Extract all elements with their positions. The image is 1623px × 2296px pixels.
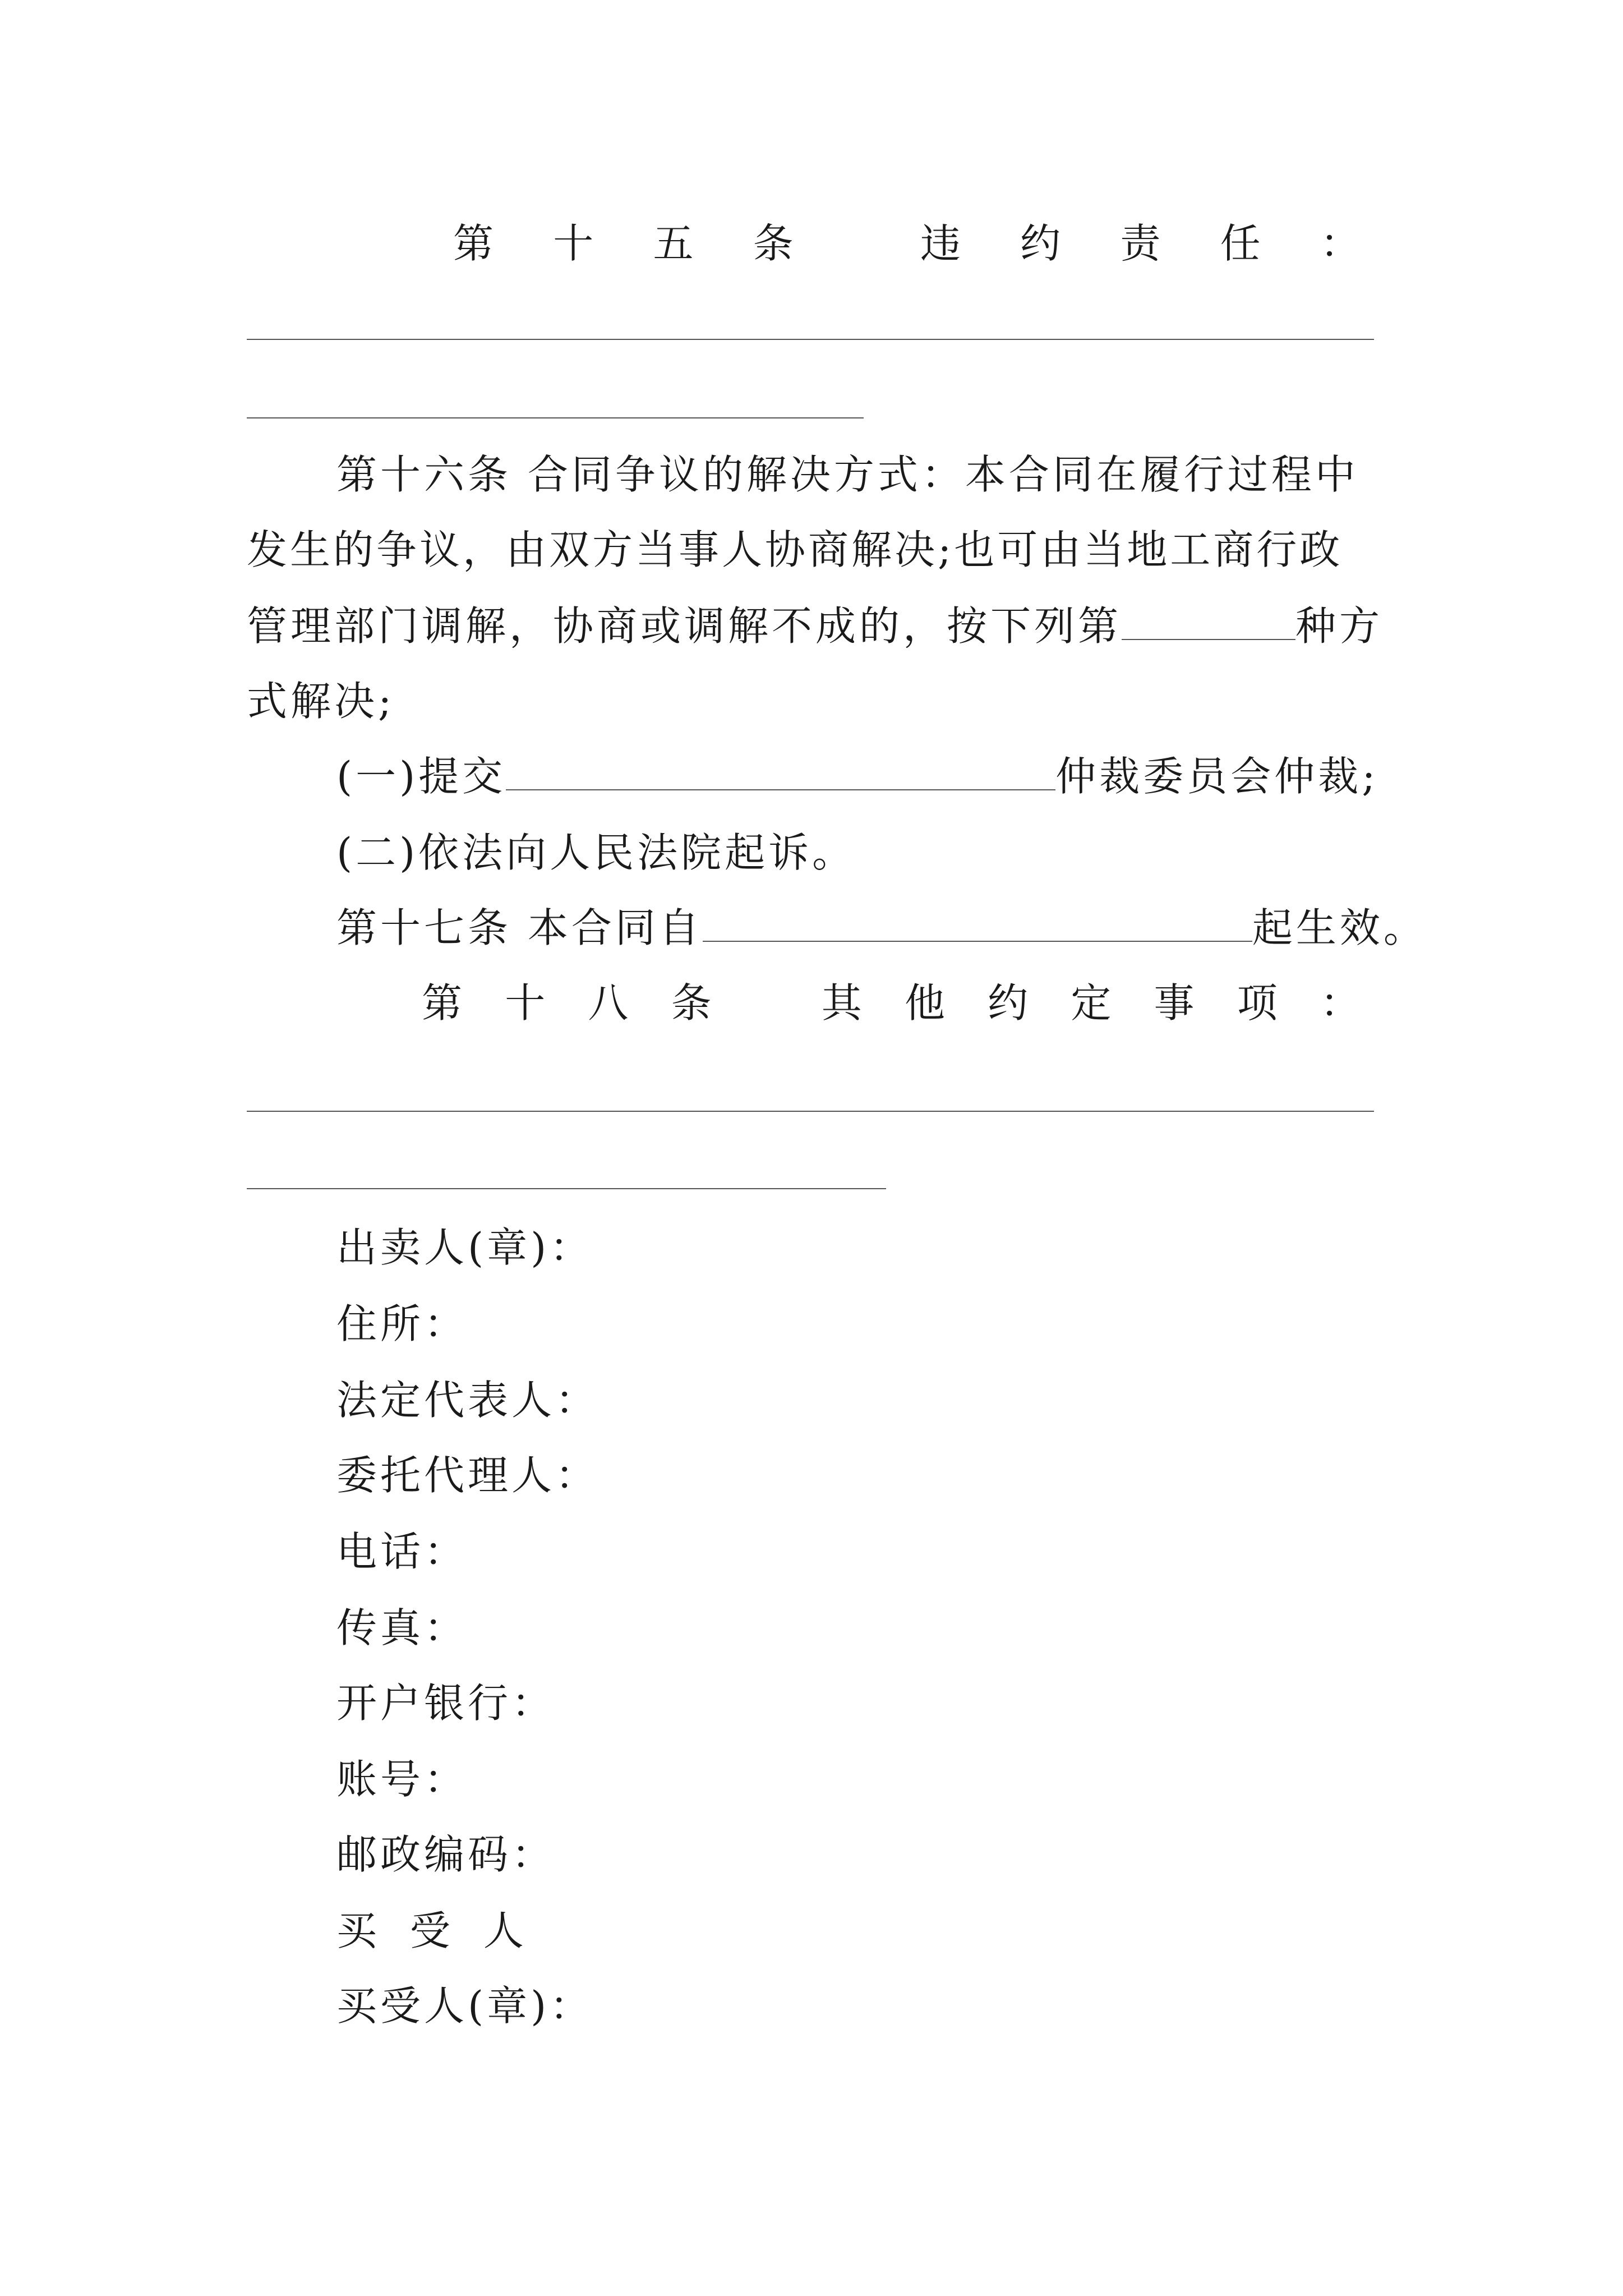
article-16-text: 种方 [1295,602,1384,650]
article-17 [336,900,1427,956]
article-18-char: 事 [1154,979,1195,1027]
seller-address: 住所： [336,1300,468,1347]
article-18-char: 八 [588,979,629,1027]
article-18-char: 约 [988,979,1029,1027]
blank-method-number[interactable] [1122,604,1295,640]
article-15-char: 违 [920,220,961,267]
article-15-char: 十 [553,220,594,267]
article-15-char: 第 [453,220,494,267]
fill-in-line [247,1188,886,1189]
article-18-char: ： [1320,979,1361,1027]
article-18-char: 条 [671,979,712,1027]
article-15-char: 责 [1120,220,1161,267]
article-15-char: 约 [1020,220,1061,267]
seller-phone: 电话： [336,1528,468,1575]
seller-account: 账号： [336,1756,468,1803]
seller-postcode: 邮政编码： [336,1831,556,1878]
option-one [336,748,1378,804]
article-18-char: 他 [904,979,945,1027]
article-15-char: 任 [1220,220,1261,267]
fill-in-line [247,417,864,418]
article-18-heading [422,975,1361,1031]
seller-fax: 传真： [336,1604,468,1651]
seller-legal-rep: 法定代表人： [336,1377,600,1424]
article-17-text: 第十七条 本合同自 [336,904,703,951]
article-18-char: 项 [1237,979,1278,1027]
article-18-char: 十 [505,979,546,1027]
article-17-text: 起生效。 [1252,904,1427,951]
buyer-label: 买受人(章)： [336,1982,594,2030]
blank-arbitration-commission[interactable] [506,754,1055,790]
fill-in-line [247,1111,1374,1112]
article-16-text: 管理部门调解，协商或调解不成的，按下列第 [247,602,1122,650]
article-15-char: 条 [753,220,794,267]
fill-in-line [247,339,1374,340]
seller-agent: 委托代理人： [336,1452,600,1499]
article-15-char: 五 [653,220,694,267]
article-15-heading [453,215,1361,272]
option-two: (二)依法向人民法院起诉。 [336,829,856,876]
seller-label: 出卖人(章)： [336,1224,594,1271]
article-16-line: 第十六条 合同争议的解决方式：本合同在履行过程中 [336,451,1359,498]
article-18-char: 其 [821,979,862,1027]
article-16-line: 式解决; [247,678,395,725]
article-18-char: 第 [422,979,463,1027]
blank-effective-date[interactable] [703,906,1252,942]
article-18-char: 定 [1071,979,1112,1027]
option-one-text: 仲裁委员会仲裁; [1055,753,1379,800]
article-15-char: ： [1320,220,1361,267]
article-16-line [247,598,1383,654]
buyer-heading: 买 受 人 [336,1907,534,1954]
option-one-text: (一)提交 [336,753,506,800]
seller-bank: 开户银行： [336,1680,556,1727]
article-16-line: 发生的争议，由双方当事人协商解决;也可由当地工商行政 [247,526,1343,573]
